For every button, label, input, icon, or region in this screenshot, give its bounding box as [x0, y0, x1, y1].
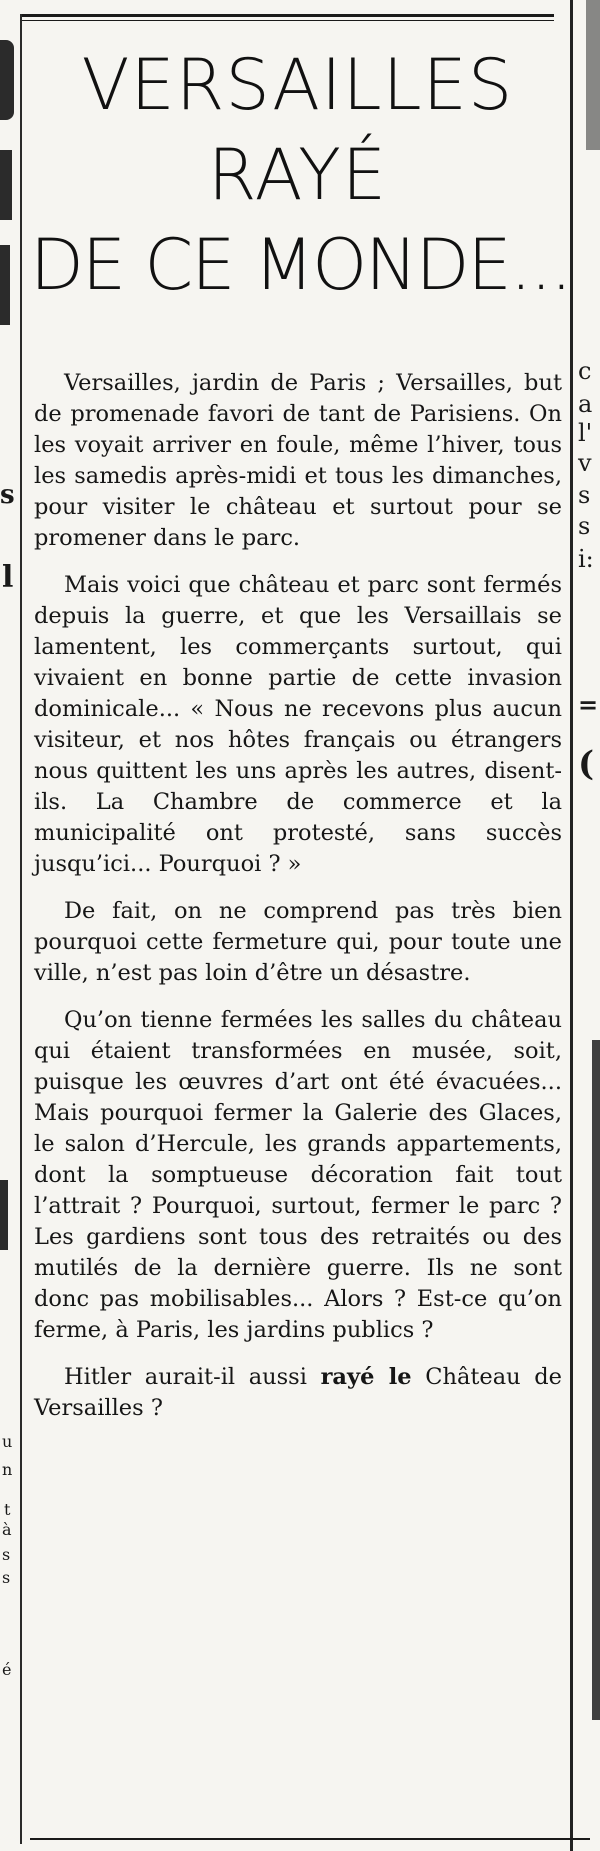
headline-line-1: VERSAILLES — [81, 44, 514, 126]
headline — [30, 40, 571, 310]
left-fragment-letter: t — [4, 1500, 11, 1519]
bottom-rule — [30, 1838, 590, 1840]
right-fragment-letter: s — [578, 512, 591, 540]
paragraph-1: Versailles, jardin de Paris ; Versailles, but de promenade favori de tant de Parisiens. On les voyait arriver en foule, même l’hiver, tous les samedis après-midi et tous les dimanches, pour visiter le château et surtout pour se promener dans le parc. — [34, 370, 562, 551]
left-fragment-mark — [0, 1180, 8, 1250]
paragraph-2: Mais voici que château et parc sont fermés depuis la guerre, et que les Versaillais se lamentent, les commerçants surtout, qui vivaient en bonne partie de cette invasion dominicale... « Nous ne recevons plus aucun visiteur, et nos hôtes français ou étrangers nous quittent les uns après les autres, disent-ils. La Chambre de commerce et la municipalité ont protesté, sans succès jusqu’ici... Pourquoi ? » — [34, 572, 562, 877]
closing-tail: Château de Versailles ? — [34, 1364, 562, 1421]
left-fragment-letter: n — [2, 1460, 13, 1479]
left-fragment-letter: l — [2, 560, 14, 595]
left-fragment-mark — [0, 150, 12, 220]
right-fragment-letter: c — [578, 357, 592, 385]
left-fragment-letter: é — [2, 1660, 12, 1679]
headline-line-2: RAYÉ — [207, 134, 388, 216]
right-fragment-letter: l' — [578, 419, 593, 447]
paragraph-4: Qu’on tienne fermées les salles du château qui étaient transformées en musée, soit, puisque les œuvres d’art ont été évacuées... Mais pourquoi fermer la Galerie des Glaces, le salon d’Hercule, les grands appartements, dont la somptueuse décoration fait tout l’attrait ? Pourquoi, surtout, fermer le parc ? Les gardiens sont tous des retraités ou des mutilés de la dernière guerre. Ils ne sont donc pas mobilisables... Alors ? Est-ce qu’on ferme, à Paris, les jardins publics ? — [34, 1007, 562, 1343]
right-fragment-letter: a — [578, 390, 593, 418]
headline-line-3: DE CE MONDE... — [30, 224, 571, 306]
right-fragment-mark — [586, 0, 600, 150]
left-fragment-letter: s — [2, 1545, 11, 1564]
top-rule-thin — [22, 20, 554, 21]
right-fragment-letter: ( — [578, 744, 595, 784]
closing-paragraph — [34, 1362, 562, 1424]
left-fragment-mark — [0, 245, 10, 325]
article-body — [34, 368, 562, 1440]
left-fragment-letter: s — [2, 1568, 11, 1587]
right-column-rule — [570, 0, 573, 1851]
closing-emphasis: rayé le — [320, 1364, 412, 1390]
closing-lead: Hitler aurait-il aussi — [64, 1364, 321, 1390]
right-fragment-letter: i: — [578, 545, 594, 573]
right-fragment-letter: s — [578, 481, 591, 509]
right-fragment-letter: v — [578, 449, 592, 477]
paragraph-3: De fait, on ne comprend pas très bien pourquoi cette fermeture qui, pour toute une ville, n’est pas loin d’être un désastre. — [34, 898, 562, 986]
left-fragment-letter: à — [2, 1520, 12, 1539]
right-fragment-mark — [592, 1040, 600, 1720]
left-fragment-mark — [0, 40, 14, 120]
left-column-rule — [20, 14, 22, 1844]
left-fragment-letter: s — [0, 480, 15, 510]
right-fragment-letter: = — [578, 690, 599, 719]
left-fragment-letter: u — [2, 1432, 13, 1451]
top-rule — [22, 14, 554, 17]
